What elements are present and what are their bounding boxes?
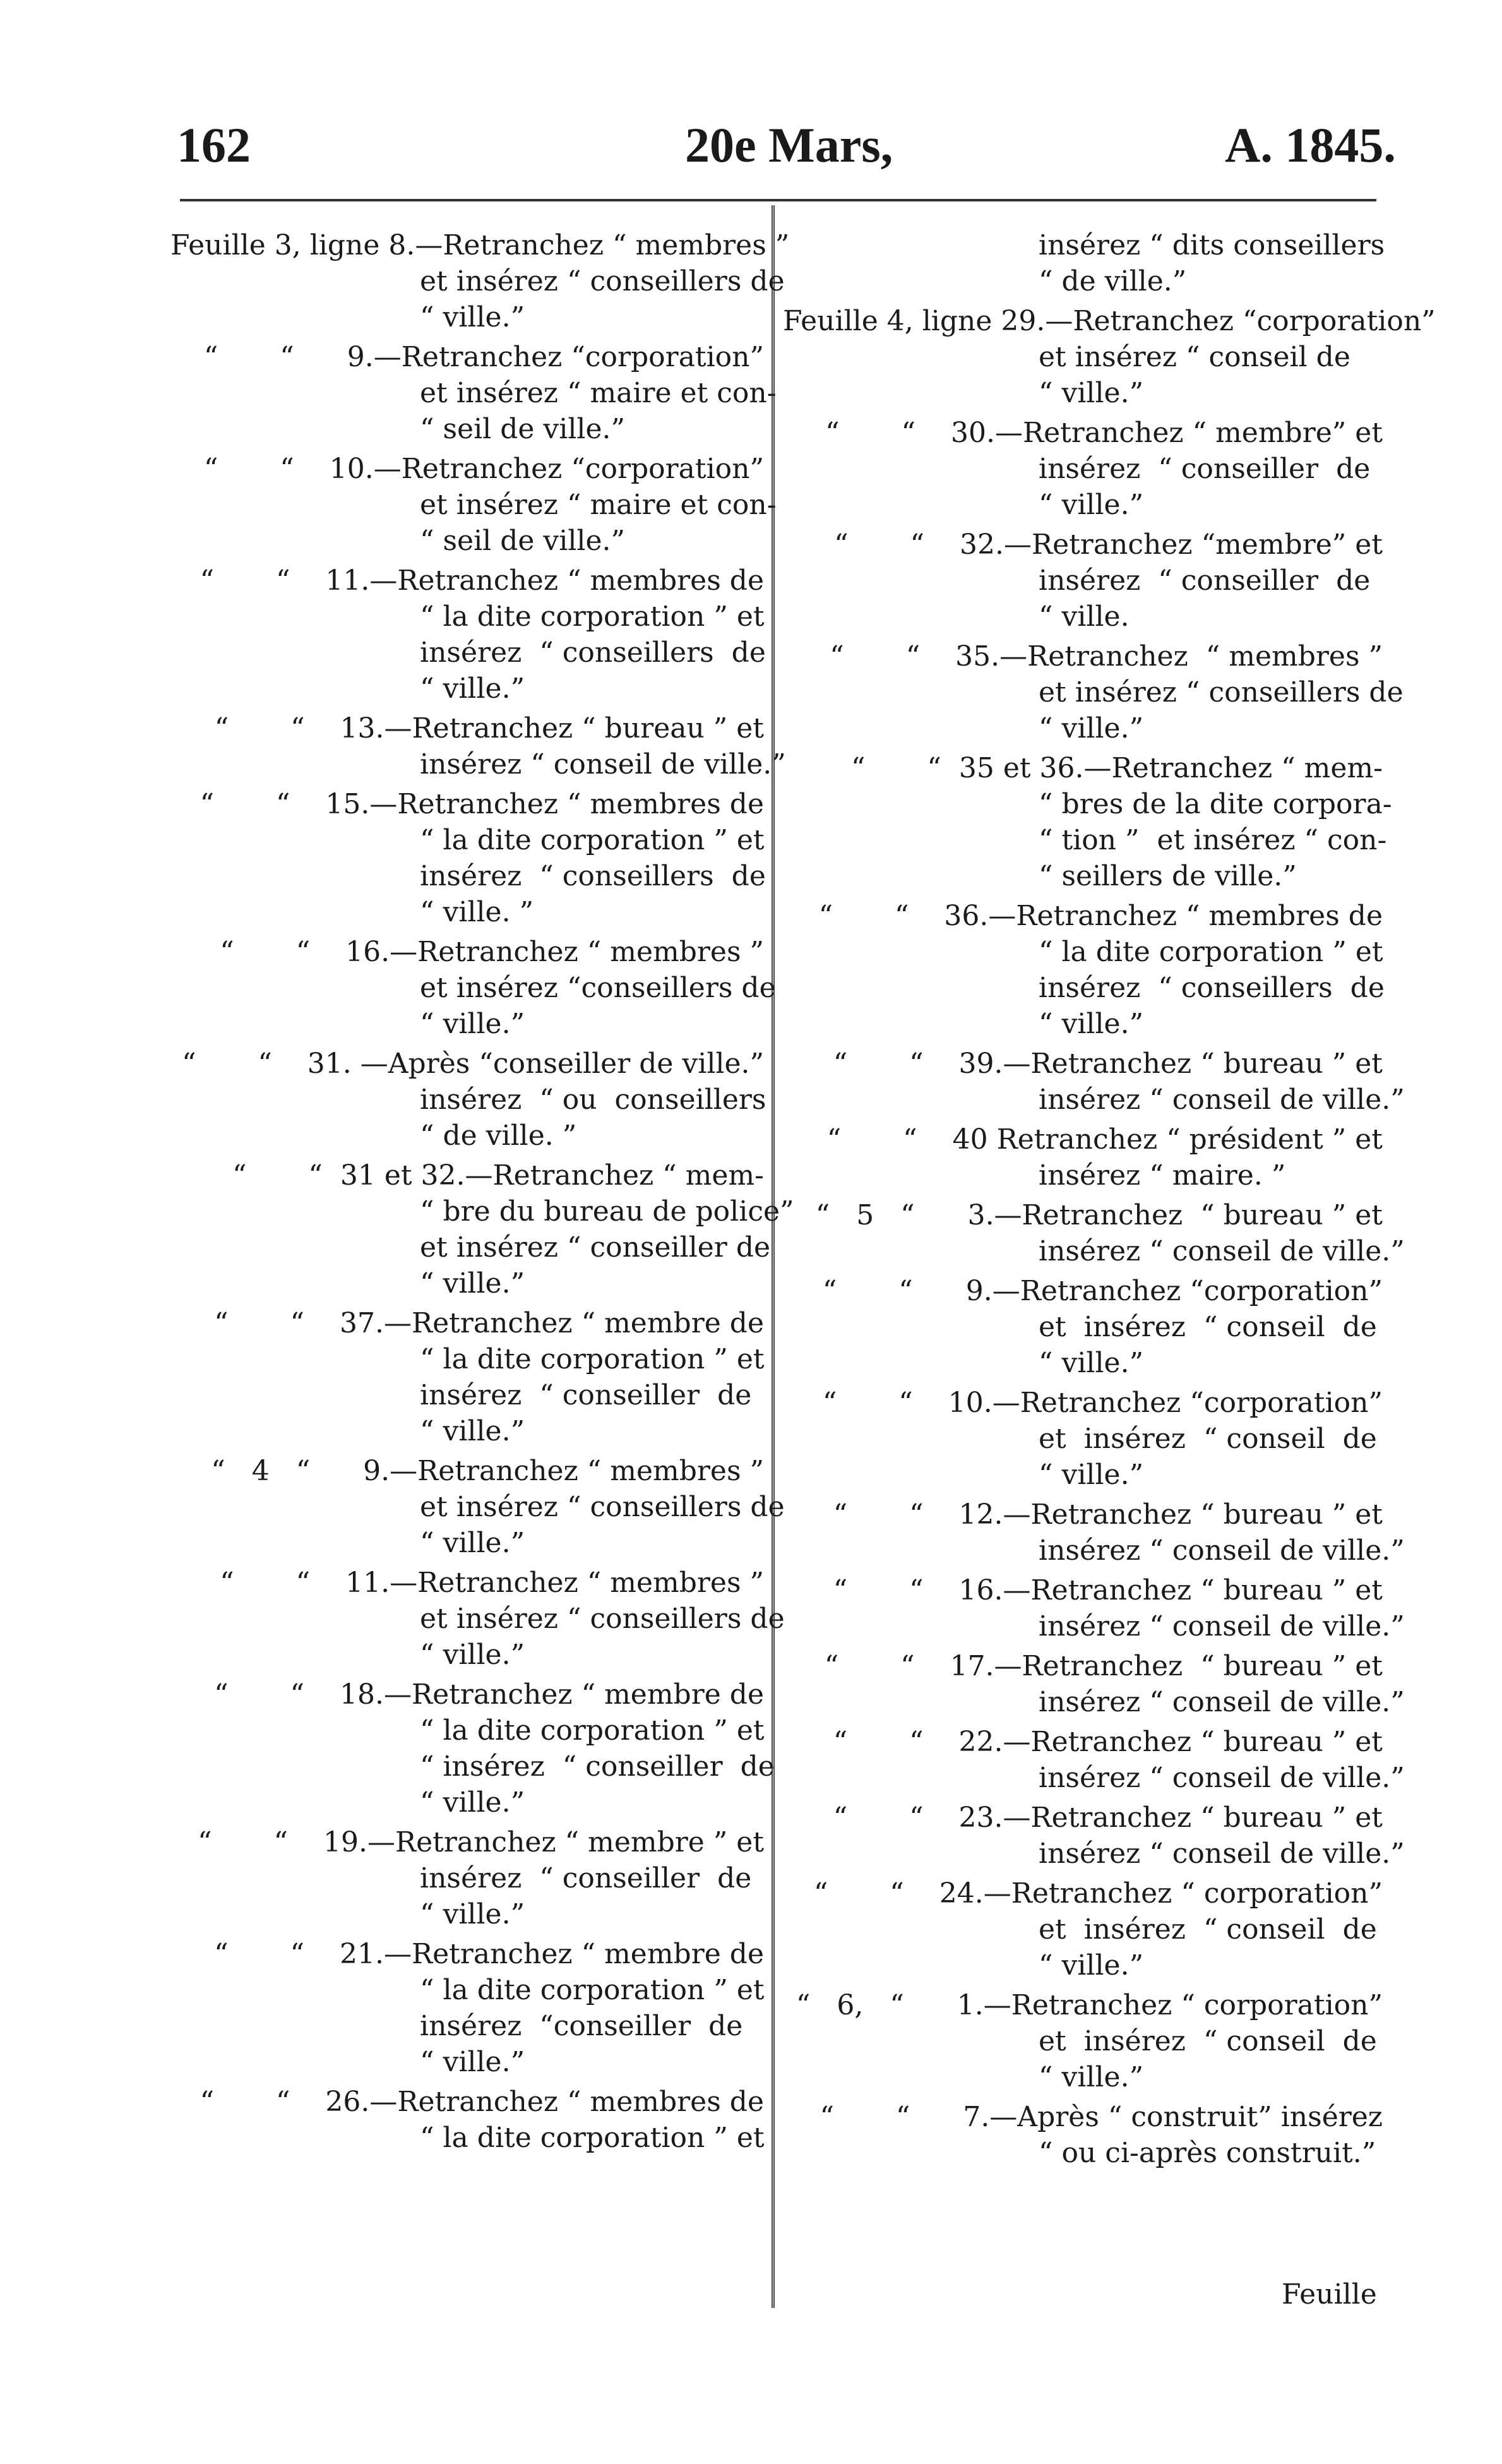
entry-line: “ ville.” bbox=[420, 1786, 525, 1819]
entry-line: “ ville.” bbox=[420, 1008, 525, 1040]
entry-lead: “ “ 35 et 36.—Retranchez “ mem- bbox=[851, 752, 1383, 784]
erratum-entry bbox=[783, 1572, 1405, 1644]
running-title: 20e Mars, bbox=[685, 117, 893, 172]
erratum-entry bbox=[783, 1273, 1389, 1381]
entry-lead: “ “ 13.—Retranchez “ bureau ” et bbox=[214, 712, 764, 745]
entry-line: “ la dite corporation ” et bbox=[1039, 936, 1383, 968]
entry-line: et insérez “ conseillers de bbox=[420, 1491, 785, 1523]
erratum-entry bbox=[783, 1648, 1405, 1720]
erratum-entry bbox=[783, 1197, 1405, 1269]
entry-line: “ ville.” bbox=[1039, 712, 1144, 745]
entry-line: “ ville.” bbox=[1039, 1949, 1144, 1982]
entry-line: “ ville.” bbox=[1039, 2061, 1144, 2093]
entry-lead: “ 6, “ 1.—Retranchez “ corporation” bbox=[796, 1989, 1383, 2021]
erratum-entry bbox=[783, 898, 1389, 1042]
entry-line: et insérez “ conseil de bbox=[1039, 1423, 1377, 1455]
entry-line: insérez “ conseillers de bbox=[1039, 972, 1385, 1004]
erratum-entry bbox=[170, 1936, 764, 2080]
entry-lead: “ “ 40 Retranchez “ président ” et bbox=[826, 1123, 1383, 1156]
entry-lead: “ “ 31 et 32.—Retranchez “ mem- bbox=[232, 1159, 764, 1192]
entry-line: “ ville. ” bbox=[420, 896, 534, 928]
left-column bbox=[170, 227, 794, 2160]
erratum-entry bbox=[170, 1565, 785, 1673]
entry-lead: Feuille 3, ligne 8.—Retranchez “ membres ” bbox=[170, 229, 790, 261]
entry-lead: “ “ 26.—Retranchez “ membres de bbox=[200, 2086, 764, 2118]
entry-line: insérez “ conseil de ville.” bbox=[1039, 1838, 1405, 1870]
entry-lead: “ “ 32.—Retranchez “membre” et bbox=[834, 529, 1383, 561]
erratum-entry bbox=[783, 1121, 1389, 1193]
entry-lead: “ “ 39.—Retranchez “ bureau ” et bbox=[833, 1048, 1383, 1080]
entry-lead: “ “ 37.—Retranchez “ membre de bbox=[214, 1307, 764, 1339]
erratum-entry bbox=[783, 2099, 1389, 2171]
header-rule bbox=[180, 199, 1376, 201]
entry-lead: “ “ 11.—Retranchez “ membres ” bbox=[220, 1567, 764, 1599]
entry-line: “ ville.” bbox=[420, 2046, 525, 2078]
entry-line: “ ville.” bbox=[1039, 1347, 1144, 1379]
erratum-entry bbox=[783, 638, 1404, 746]
entry-line: et insérez “ conseillers de bbox=[420, 265, 785, 297]
erratum-entry bbox=[783, 1724, 1405, 1796]
erratum-entry bbox=[170, 1824, 764, 1932]
erratum-entry bbox=[170, 934, 776, 1042]
erratum-entry bbox=[783, 227, 1389, 299]
entry-line: insérez “ conseiller de bbox=[1039, 565, 1371, 597]
entry-line: “ bre du bureau de police” bbox=[420, 1195, 794, 1228]
entry-line: insérez “ dits conseillers bbox=[1039, 229, 1385, 261]
entry-lead: “ “ 36.—Retranchez “ membres de bbox=[818, 900, 1383, 932]
entry-line: “ la dite corporation ” et bbox=[420, 1343, 765, 1375]
entry-lead: “ “ 7.—Après “ construit” insérez bbox=[820, 2101, 1383, 2133]
entry-line: et insérez “ conseil de bbox=[1039, 2025, 1377, 2057]
entry-line: “ ville.” bbox=[420, 301, 525, 333]
entry-line: et insérez “ conseillers de bbox=[420, 1603, 785, 1635]
entry-line: “ ville.” bbox=[1039, 1459, 1144, 1491]
entry-line: insérez “ conseiller de bbox=[1039, 453, 1371, 485]
erratum-entry bbox=[783, 527, 1389, 635]
entry-lead: “ 4 “ 9.—Retranchez “ membres ” bbox=[211, 1455, 764, 1487]
erratum-entry bbox=[783, 303, 1436, 411]
erratum-entry bbox=[783, 1385, 1389, 1493]
entry-lead: “ “ 15.—Retranchez “ membres de bbox=[200, 788, 764, 820]
entry-line: “ ville.” bbox=[1039, 489, 1144, 521]
entry-lead: “ “ 18.—Retranchez “ membre de bbox=[214, 1678, 764, 1711]
entry-lead: “ “ 9.—Retranchez “corporation” bbox=[822, 1275, 1383, 1307]
entry-line: “ ou ci-après construit.” bbox=[1039, 2137, 1376, 2169]
entry-line: “ la dite corporation ” et bbox=[420, 2122, 765, 2154]
entry-line: et insérez “ conseiller de bbox=[420, 1231, 771, 1264]
entry-lead: “ 5 “ 3.—Retranchez “ bureau ” et bbox=[815, 1199, 1383, 1231]
entry-line: et insérez “ conseillers de bbox=[1039, 676, 1404, 709]
entry-lead: “ “ 11.—Retranchez “ membres de bbox=[200, 565, 764, 597]
erratum-entry bbox=[783, 1875, 1389, 1983]
erratum-entry bbox=[170, 1046, 764, 1154]
entry-line: “ de ville.” bbox=[1039, 265, 1187, 297]
entry-line: insérez “ conseil de ville.” bbox=[1039, 1610, 1405, 1642]
erratum-entry bbox=[170, 227, 790, 335]
erratum-entry bbox=[170, 339, 777, 447]
entry-lead: “ “ 24.—Retranchez “ corporation” bbox=[813, 1877, 1383, 1910]
entry-line: insérez “ conseillers de bbox=[420, 637, 766, 669]
entry-line: insérez “ conseillers de bbox=[420, 860, 766, 892]
entry-line: “ ville.” bbox=[420, 1898, 525, 1930]
entry-lead: “ “ 30.—Retranchez “ membre” et bbox=[825, 417, 1383, 449]
entry-line: “ la dite corporation ” et bbox=[420, 1974, 765, 2006]
entry-line: et insérez “ maire et con- bbox=[420, 377, 777, 409]
catchword: Feuille bbox=[1282, 2278, 1377, 2311]
entry-line: “ ville.” bbox=[1039, 377, 1144, 409]
entry-line: insérez “ maire. ” bbox=[1039, 1159, 1286, 1192]
erratum-entry bbox=[170, 1157, 794, 1301]
erratum-entry bbox=[170, 451, 777, 559]
entry-line: “ ville.” bbox=[420, 1527, 525, 1559]
entry-line: “ tion ” et insérez “ con- bbox=[1039, 824, 1387, 856]
entry-line: “ la dite corporation ” et bbox=[420, 601, 765, 633]
entry-line: “ la dite corporation ” et bbox=[420, 1714, 765, 1747]
entry-lead: “ “ 10.—Retranchez “corporation” bbox=[822, 1387, 1383, 1419]
running-year: A. 1845. bbox=[1225, 117, 1396, 172]
entry-lead: “ “ 31. —Après “conseiller de ville.” bbox=[181, 1048, 764, 1080]
entry-line: “ insérez “ conseiller de bbox=[420, 1750, 775, 1783]
entry-lead: “ “ 17.—Retranchez “ bureau ” et bbox=[824, 1650, 1383, 1682]
entry-lead: “ “ 9.—Retranchez “corporation” bbox=[203, 341, 764, 373]
erratum-entry bbox=[170, 710, 786, 782]
entry-line: insérez “ conseil de ville.” bbox=[1039, 1084, 1405, 1116]
entry-line: insérez “ conseiller de bbox=[420, 1379, 752, 1411]
entry-line: “ bres de la dite corpora- bbox=[1039, 788, 1392, 820]
entry-line: “ ville.” bbox=[420, 1639, 525, 1671]
entry-line: insérez “ conseil de ville.” bbox=[1039, 1686, 1405, 1718]
entry-lead: “ “ 35.—Retranchez “ membres ” bbox=[830, 640, 1383, 673]
erratum-entry bbox=[783, 750, 1392, 894]
page-number: 162 bbox=[177, 117, 251, 172]
entry-lead: “ “ 16.—Retranchez “ membres ” bbox=[220, 936, 764, 968]
entry-line: insérez “ conseil de ville.” bbox=[1039, 1534, 1405, 1567]
entry-line: “ ville.” bbox=[420, 1267, 525, 1300]
erratum-entry bbox=[783, 1046, 1405, 1118]
entry-line: “ ville.” bbox=[420, 1415, 525, 1447]
entry-line: “ ville.” bbox=[420, 673, 525, 705]
entry-line: insérez “ conseil de ville.” bbox=[420, 748, 786, 780]
entry-line: “ seil de ville.” bbox=[420, 413, 626, 445]
erratum-entry bbox=[170, 786, 764, 930]
entry-line: insérez “ ou conseillers bbox=[420, 1084, 766, 1116]
erratum-entry bbox=[170, 1453, 785, 1561]
entry-lead: “ “ 23.—Retranchez “ bureau ” et bbox=[833, 1802, 1383, 1834]
entry-line: insérez “conseiller de bbox=[420, 2010, 743, 2042]
entry-lead: “ “ 10.—Retranchez “corporation” bbox=[203, 453, 764, 485]
erratum-entry bbox=[170, 563, 764, 707]
erratum-entry bbox=[783, 1497, 1405, 1569]
erratum-entry bbox=[170, 2084, 764, 2156]
entry-line: “ de ville. ” bbox=[420, 1120, 577, 1152]
entry-line: “ ville. bbox=[1039, 601, 1129, 633]
entry-line: insérez “ conseil de ville.” bbox=[1039, 1762, 1405, 1794]
entry-lead: Feuille 4, ligne 29.—Retranchez “corporation” bbox=[783, 305, 1436, 337]
entry-line: “ seil de ville.” bbox=[420, 525, 626, 557]
entry-line: et insérez “ conseil de bbox=[1039, 1311, 1377, 1343]
entry-line: et insérez “conseillers de bbox=[420, 972, 776, 1004]
entry-lead: “ “ 19.—Retranchez “ membre ” et bbox=[198, 1826, 764, 1858]
entry-lead: “ “ 12.—Retranchez “ bureau ” et bbox=[833, 1498, 1383, 1531]
entry-line: et insérez “ conseil de bbox=[1039, 341, 1350, 373]
entry-line: “ ville.” bbox=[1039, 1008, 1144, 1040]
entry-line: et insérez “ conseil de bbox=[1039, 1913, 1377, 1946]
entry-lead: “ “ 21.—Retranchez “ membre de bbox=[214, 1938, 764, 1970]
erratum-entry bbox=[170, 1305, 764, 1449]
entry-line: “ la dite corporation ” et bbox=[420, 824, 765, 856]
entry-line: et insérez “ maire et con- bbox=[420, 489, 777, 521]
entry-lead: “ “ 16.—Retranchez “ bureau ” et bbox=[833, 1574, 1383, 1606]
entry-line: insérez “ conseiller de bbox=[420, 1862, 752, 1894]
entry-lead: “ “ 22.—Retranchez “ bureau ” et bbox=[833, 1726, 1383, 1758]
running-header bbox=[0, 117, 1502, 186]
erratum-entry bbox=[783, 415, 1389, 523]
erratum-entry bbox=[783, 1800, 1405, 1872]
right-column bbox=[783, 227, 1436, 2175]
erratum-entry bbox=[783, 1987, 1389, 2095]
entry-line: “ seillers de ville.” bbox=[1039, 860, 1297, 892]
erratum-entry bbox=[170, 1677, 775, 1821]
entry-line: insérez “ conseil de ville.” bbox=[1039, 1235, 1405, 1267]
